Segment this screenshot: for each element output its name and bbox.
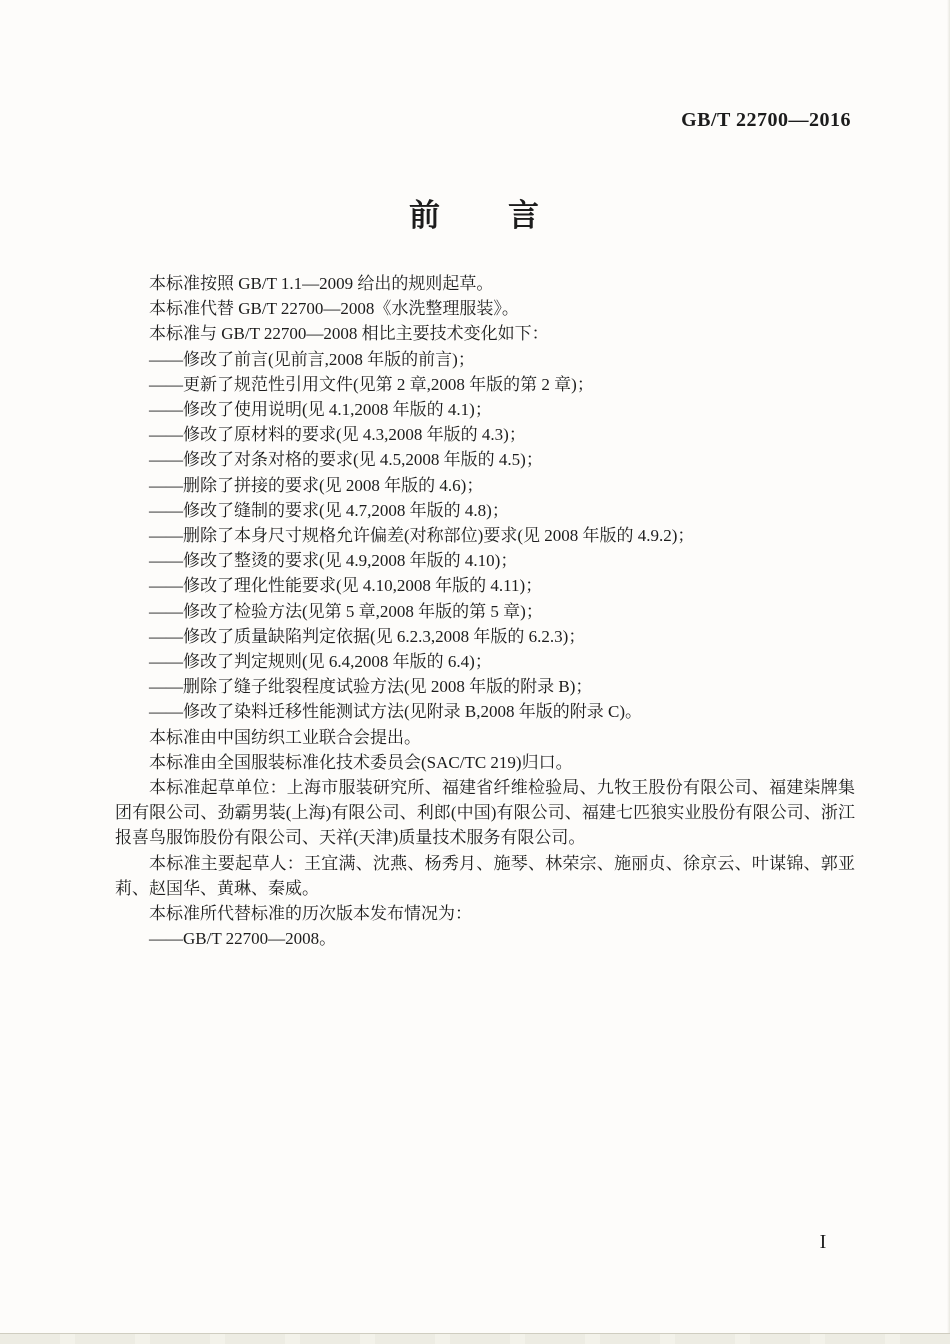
change-item: ——删除了拼接的要求(见 2008 年版的 4.6)； [149, 475, 484, 495]
change-item: ——更新了规范性引用文件(见第 2 章,2008 年版的第 2 章)； [149, 374, 594, 394]
page-title: 前 言 [409, 198, 541, 233]
change-item: ——修改了前言(见前言,2008 年版的前言)； [149, 349, 475, 369]
change-item: ——修改了整烫的要求(见 4.9,2008 年版的 4.10)； [149, 551, 518, 571]
change-item: ——修改了检验方法(见第 5 章,2008 年版的第 5 章)； [149, 601, 543, 621]
change-item: ——修改了判定规则(见 6.4,2008 年版的 6.4)； [149, 652, 492, 672]
change-item: ——修改了缝制的要求(见 4.7,2008 年版的 4.8)； [149, 500, 509, 520]
change-item: ——修改了理化性能要求(见 4.10,2008 年版的 4.11)； [149, 576, 543, 596]
foreword-paragraph: 本标准主要起草人：王宜满、沈燕、杨秀月、施琴、林荣宗、施丽贞、徐京云、叶谋锦、郭亚莉、赵国华、黄琳、秦威。 [115, 853, 855, 898]
change-item: ——修改了染料迁移性能测试方法(见附录 B,2008 年版的附录 C)。 [149, 702, 642, 722]
foreword-body [115, 271, 855, 951]
foreword-paragraph: 本标准按照 GB/T 1.1—2009 给出的规则起草。 [149, 274, 494, 293]
foreword-paragraph: 本标准起草单位：上海市服装研究所、福建省纤维检验局、九牧王股份有限公司、福建柒牌集团有限公司、劲霸男装(上海)有限公司、利郎(中国)有限公司、福建七匹狼实业股份有限公司、浙江报喜鸟服饰股份有限公司、天祥(天津)质量技术服务有限公司。 [115, 778, 855, 848]
page-number: I [819, 1231, 827, 1253]
change-item: ——删除了本身尺寸规格允许偏差(对称部位)要求(见 2008 年版的 4.9.2)； [149, 526, 695, 546]
change-item: ——GB/T 22700—2008。 [149, 929, 337, 949]
foreword-paragraph: 本标准所代替标准的历次版本发布情况为： [149, 904, 472, 924]
foreword-paragraph: 本标准由中国纺织工业联合会提出。 [149, 727, 421, 747]
foreword-paragraph: 本标准由全国服装标准化技术委员会(SAC/TC 219)归口。 [149, 752, 573, 772]
foreword-paragraph: 本标准代替 GB/T 22700—2008《水洗整理服装》。 [149, 299, 519, 319]
change-item: ——删除了缝子纰裂程度试验方法(见 2008 年版的附录 B)； [149, 677, 593, 697]
change-item: ——修改了使用说明(见 4.1,2008 年版的 4.1)； [149, 400, 492, 420]
change-item: ——修改了原材料的要求(见 4.3,2008 年版的 4.3)； [149, 425, 526, 445]
scan-edge-artifact [0, 1333, 950, 1344]
change-item: ——修改了质量缺陷判定依据(见 6.2.3,2008 年版的 6.2.3)； [149, 626, 586, 646]
foreword-paragraph: 本标准与 GB/T 22700—2008 相比主要技术变化如下： [149, 324, 549, 344]
standard-number: GB/T 22700—2016 [681, 109, 851, 131]
change-item: ——修改了对条对格的要求(见 4.5,2008 年版的 4.5)； [149, 450, 543, 470]
